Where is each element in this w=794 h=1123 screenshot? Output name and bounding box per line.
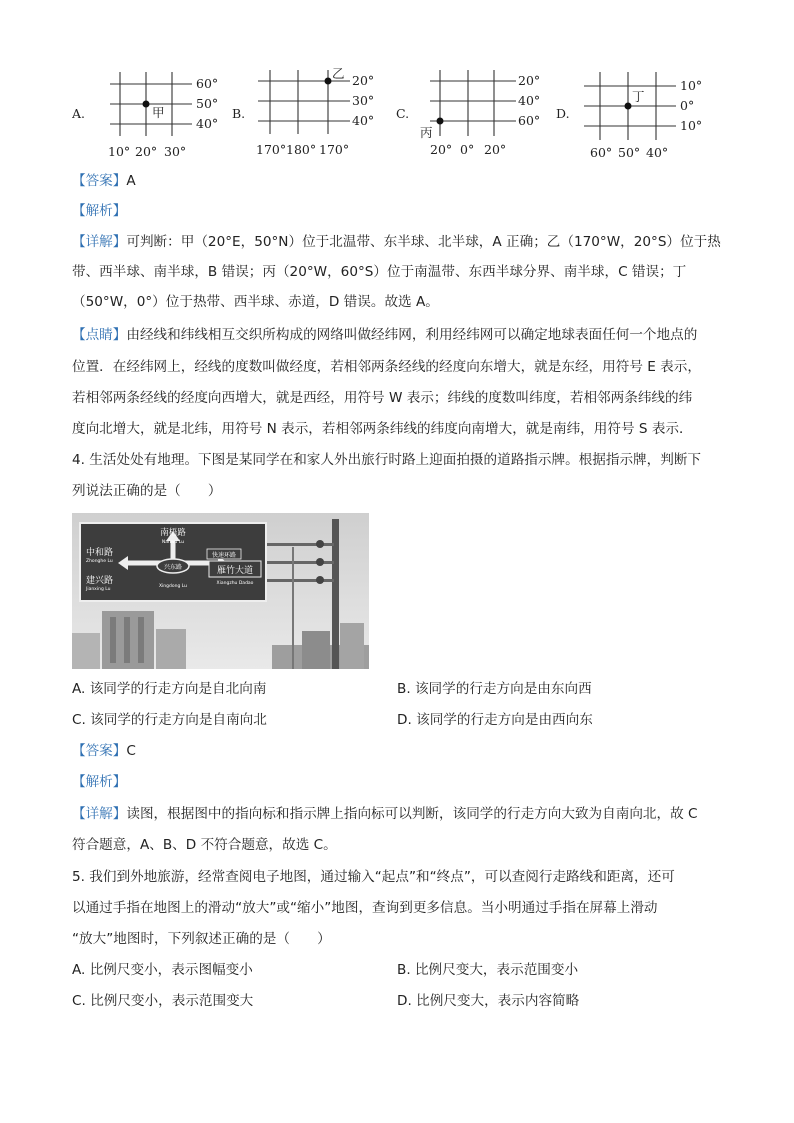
road-sign-photo <box>72 513 369 669</box>
point-label: 丁 <box>632 89 645 104</box>
svg-text:Nanwu Lu: Nanwu Lu <box>161 540 185 545</box>
q5-option-c: C. 比例尺变小，表示范围变大 <box>72 993 254 1009</box>
q5-option-d: D. 比例尺变大，表示内容简略 <box>397 993 580 1009</box>
point-label: 甲 <box>152 105 165 120</box>
sign-right-small: 快速环路 <box>211 552 237 559</box>
q4-detail-line: 符合题意，A、B、D 不符合题意，故选 C。 <box>72 837 337 853</box>
svg-text:20°: 20° <box>352 73 375 88</box>
q5-stem-line: “放大”地图时，下列叙述正确的是（ ） <box>72 931 331 947</box>
q3-tip-line: 度向北增大，就是北纬，用符号 N 表示，若相邻两条纬线的纬度向南增大，就是南纬，用符号 S 表示． <box>72 421 693 437</box>
svg-text:20°: 20° <box>518 73 541 88</box>
q3-tip-line: 【点睛】由经线和纬线相互交织所构成的网络叫做经纬网，利用经纬网可以确定地球表面任何一个地点的 <box>72 327 698 343</box>
point-label: 丙 <box>420 125 433 140</box>
q5-option-b: B. 比例尺变大，表示范围变小 <box>397 962 579 978</box>
svg-text:20°: 20° <box>430 142 453 157</box>
point-marker <box>325 78 332 85</box>
svg-text:40°: 40° <box>646 145 669 160</box>
svg-text:20°: 20° <box>135 144 158 159</box>
svg-text:10°: 10° <box>108 144 131 159</box>
q4-option-d: D. 该同学的行走方向是由西向东 <box>397 712 593 728</box>
q4-analysis-label: 【解析】 <box>72 774 127 790</box>
q3-tip-line: 位置．在经纬网上，经线的度数叫做经度，若相邻两条经线的经度向东增大，就是东经，用符号 E 表示， <box>72 359 701 375</box>
q3-analysis-label: 【解析】 <box>72 203 127 219</box>
svg-text:20°: 20° <box>484 142 507 157</box>
q3-answer: 【答案】A <box>72 173 136 189</box>
grid-figure-c <box>396 64 556 160</box>
sign-right: 雁竹大道 <box>216 566 254 576</box>
svg-text:60°: 60° <box>196 76 219 91</box>
grid-letter: A. <box>72 106 86 121</box>
svg-text:170°: 170° <box>256 142 287 157</box>
grid-figure-a <box>72 64 232 160</box>
svg-text:Jianxing Lu: Jianxing Lu <box>86 587 111 592</box>
point-label: 乙 <box>332 66 345 81</box>
svg-text:50°: 50° <box>618 145 641 160</box>
svg-text:50°: 50° <box>196 96 219 111</box>
q4-detail-line: 【详解】读图，根据图中的指向标和指示牌上指向标可以判断，该同学的行走方向大致为自南向北，故 C <box>72 806 698 822</box>
svg-text:60°: 60° <box>518 113 541 128</box>
grid-letter: C. <box>396 106 410 121</box>
svg-text:10°: 10° <box>680 118 703 133</box>
q5-stem-line: 5. 我们到外地旅游，经常查阅电子地图，通过输入“起点”和“终点”，可以查阅行走路线和距离，还可 <box>72 869 675 885</box>
q4-answer: 【答案】C <box>72 743 136 759</box>
q3-detail-line: （50°W，0°）位于热带、西半球、赤道，D 错误。故选 A。 <box>72 294 439 310</box>
svg-text:180°: 180° <box>286 142 317 157</box>
svg-text:40°: 40° <box>518 93 541 108</box>
q3-detail-line: 【详解】可判断：甲（20°E，50°N）位于北温带、东半球、北半球，A 正确；乙（170°W，20°S）位于热 <box>72 234 721 250</box>
svg-text:170°: 170° <box>319 142 350 157</box>
svg-text:Xingdong Lu: Xingdong Lu <box>158 584 188 589</box>
svg-text:Xiangzhu Dadao: Xiangzhu Dadao <box>216 581 254 586</box>
sign-left2: 建兴路 <box>86 576 114 586</box>
q4-option-b: B. 该同学的行走方向是由东向西 <box>397 681 592 697</box>
point-marker <box>437 118 444 125</box>
svg-text:10°: 10° <box>680 78 703 93</box>
svg-text:40°: 40° <box>196 116 219 131</box>
grid-figure-b <box>232 64 392 160</box>
q4-option-a: A. 该同学的行走方向是自北向南 <box>72 681 267 697</box>
grid-figure-d <box>556 64 716 160</box>
q3-tip-line: 若相邻两条经线的经度向西增大，就是西经，用符号 W 表示；纬线的度数叫纬度，若相邻两条纬线的纬 <box>72 390 693 406</box>
sign-left1: 中和路 <box>86 548 114 558</box>
point-marker <box>143 101 150 108</box>
q5-stem-line: 以通过手指在地图上的滑动“放大”或“缩小”地图，查询到更多信息。当小明通过手指在屏幕上滑动 <box>72 900 658 916</box>
q4-stem-line: 4. 生活处处有地理。下图是某同学在和家人外出旅行时路上迎面拍摄的道路指示牌。根据指示牌，判断下 <box>72 452 702 468</box>
grid-letter: D. <box>556 106 570 121</box>
sign-center: 兴东路 <box>163 564 183 571</box>
q4-option-c: C. 该同学的行走方向是自南向北 <box>72 712 267 728</box>
point-marker <box>625 103 632 110</box>
svg-text:40°: 40° <box>352 113 375 128</box>
svg-text:Zhonghe Lu: Zhonghe Lu <box>86 559 113 564</box>
q3-detail-line: 带、西半球、南半球，B 错误；丙（20°W，60°S）位于南温带、东西半球分界、南半球，C 错误；丁 <box>72 264 687 280</box>
sign-top: 南梧路 <box>160 528 186 538</box>
answer-label: 【答案】 <box>72 173 127 189</box>
q5-option-a: A. 比例尺变小，表示图幅变小 <box>72 962 253 978</box>
svg-text:60°: 60° <box>590 145 613 160</box>
grid-letter: B. <box>232 106 246 121</box>
svg-text:0°: 0° <box>680 98 695 113</box>
svg-text:30°: 30° <box>352 93 375 108</box>
svg-text:30°: 30° <box>164 144 187 159</box>
answer-label: 【答案】 <box>72 743 127 759</box>
svg-text:0°: 0° <box>460 142 475 157</box>
q4-stem-line: 列说法正确的是（ ） <box>72 483 222 499</box>
